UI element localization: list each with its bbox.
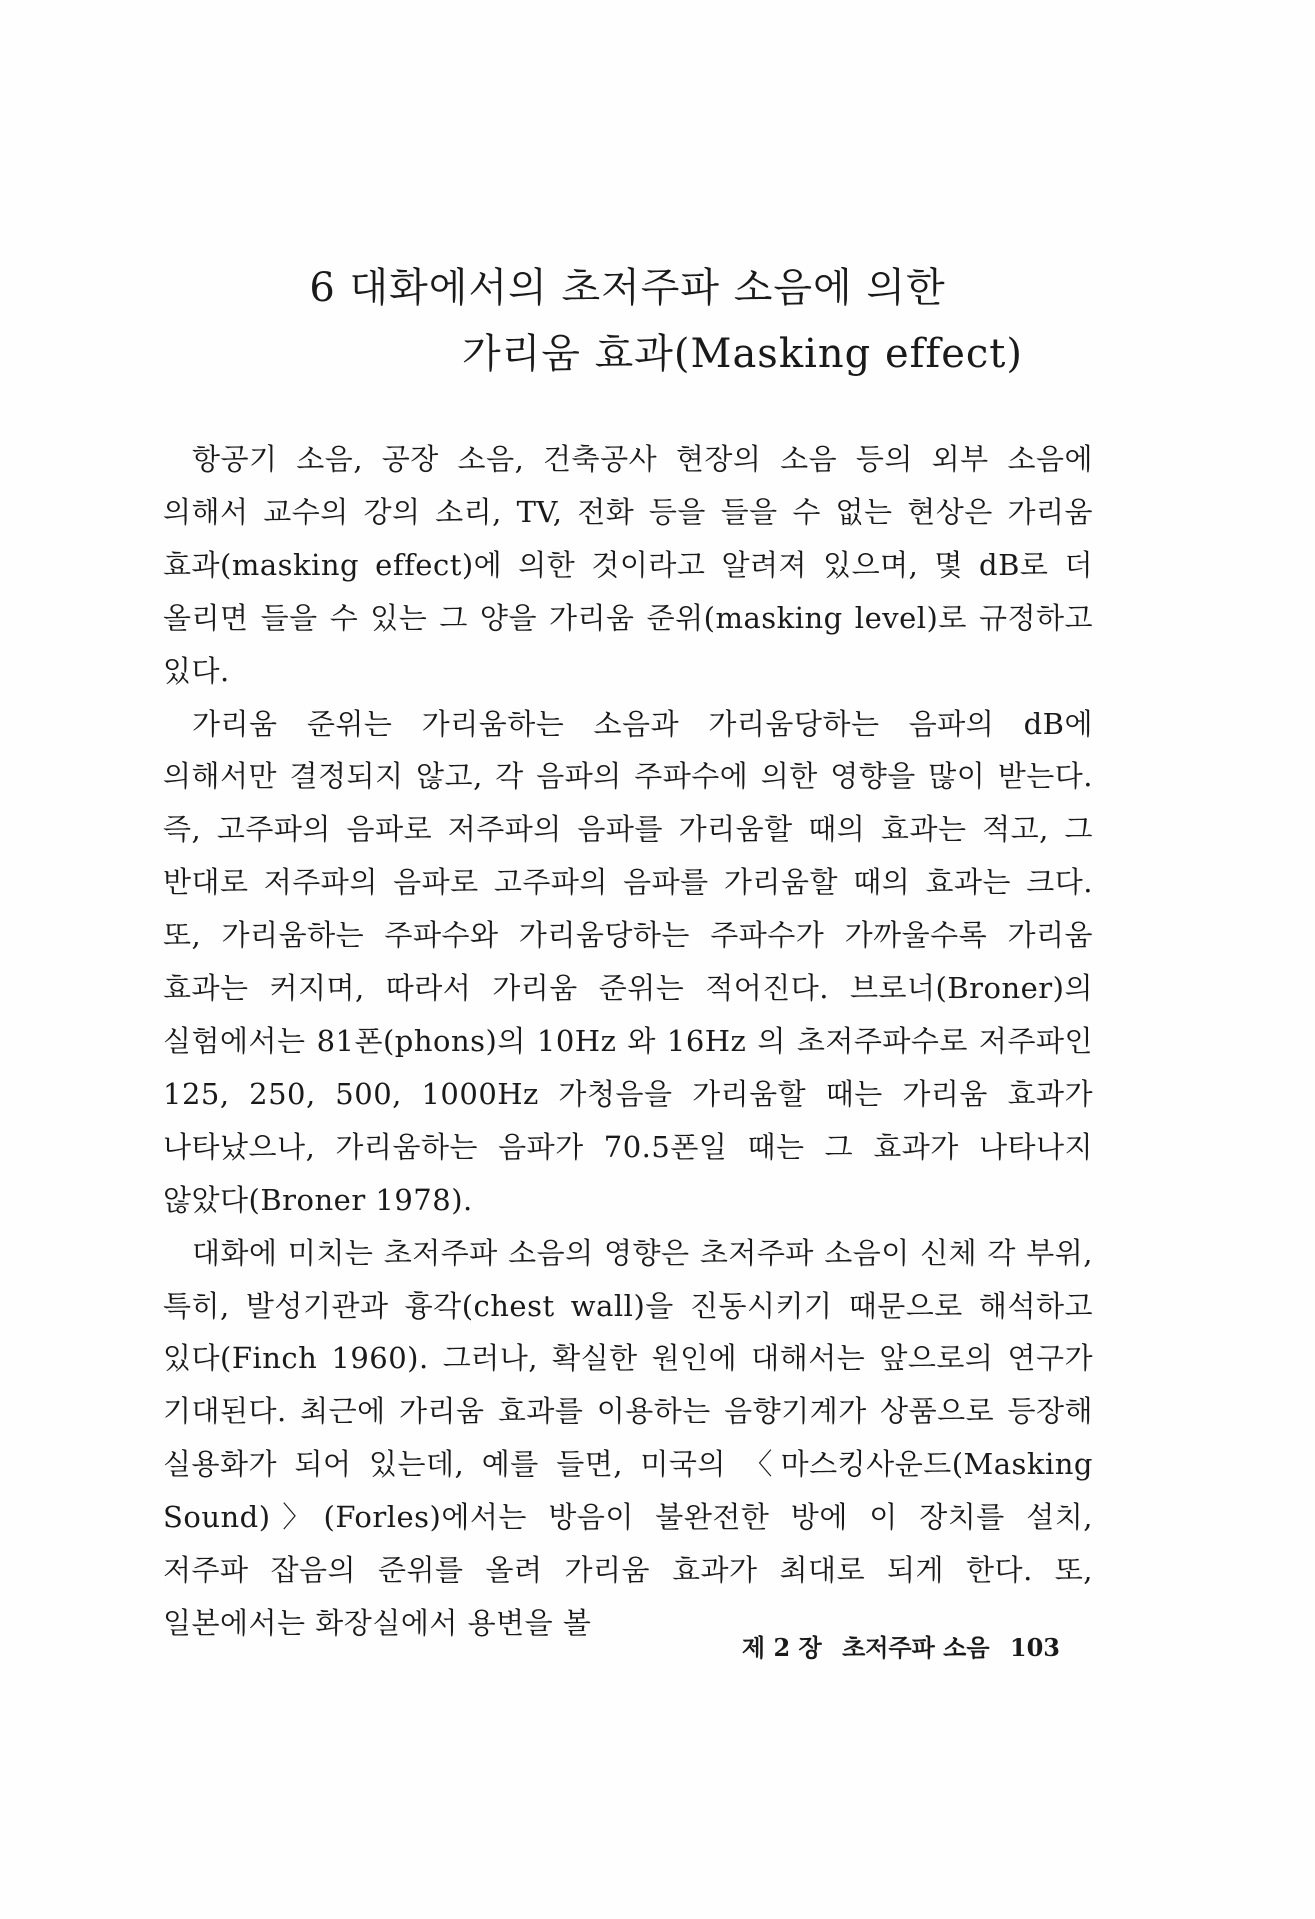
footer-chapter: 제 2 장 — [741, 1633, 822, 1662]
footer-section: 초저주파 소음 — [842, 1633, 990, 1662]
page-footer — [720, 1628, 1060, 1663]
section-heading — [160, 255, 1155, 387]
page-number: 103 — [1009, 1633, 1060, 1662]
paragraph-2: 가리움 준위는 가리움하는 소음과 가리움당하는 음파의 dB에 의해서만 결정되지 않고, 각 음파의 주파수에 의한 영향을 많이 받는다. 즉, 고주파의 음파로 저주파의 음파를 가리움할 때의 효과는 적고, 그 반대로 저주파의 음파로 고주파의 음파를 가리움할 때의 효과는 크다. 또, 가리움하는 주파수와 가리움당하는 주파수가 가까울수록 가리움 효과는 커지며, 따라서 가리움 준위는 적어진다. 브로너(Broner)의 실험에서는 81폰(phons)의 10Hz 와 16Hz 의 초저주파수로 저주파인 125, 250, 500, 1000Hz 가청음을 가리움할 때는 가리움 효과가 나타났으나, 가리움하는 음파가 70.5폰일 때는 그 효과가 나타나지 않았다(Broner 1978). — [163, 706, 1093, 1217]
heading-line-2: 가리움 효과(Masking effect) — [461, 331, 1023, 377]
paragraph-1: 항공기 소음, 공장 소음, 건축공사 현장의 소음 등의 외부 소음에 의해서 교수의 강의 소리, TV, 전화 등을 들을 수 없는 현상은 가리움 효과(masking effect)에 의한 것이라고 알려져 있으며, 몇 dB로 더 올리면 들을 수 있는 그 양을 가리움 준위(masking level)로 규정하고 있다. — [163, 442, 1093, 688]
paragraph-3: 대화에 미치는 초저주파 소음의 영향은 초저주파 소음이 신체 각 부위, 특히, 발성기관과 흉각(chest wall)을 진동시키기 때문으로 해석하고 있다(Finch 1960). 그러나, 확실한 원인에 대해서는 앞으로의 연구가 기대된다. 최근에 가리움 효과를 이용하는 음향기계가 상품으로 등장해 실용화가 되어 있는데, 예를 들면, 미국의 〈마스킹사운드(Masking Sound)〉(Forles)에서는 방음이 불완전한 방에 이 장치를 설치, 저주파 잡음의 준위를 올려 가리움 효과가 최대로 되게 한다. 또, 일본에서는 화장실에서 용변을 볼 — [163, 1235, 1093, 1640]
heading-line-1: 6 대화에서의 초저주파 소음에 의한 — [309, 265, 946, 311]
body-text — [163, 433, 1093, 1650]
